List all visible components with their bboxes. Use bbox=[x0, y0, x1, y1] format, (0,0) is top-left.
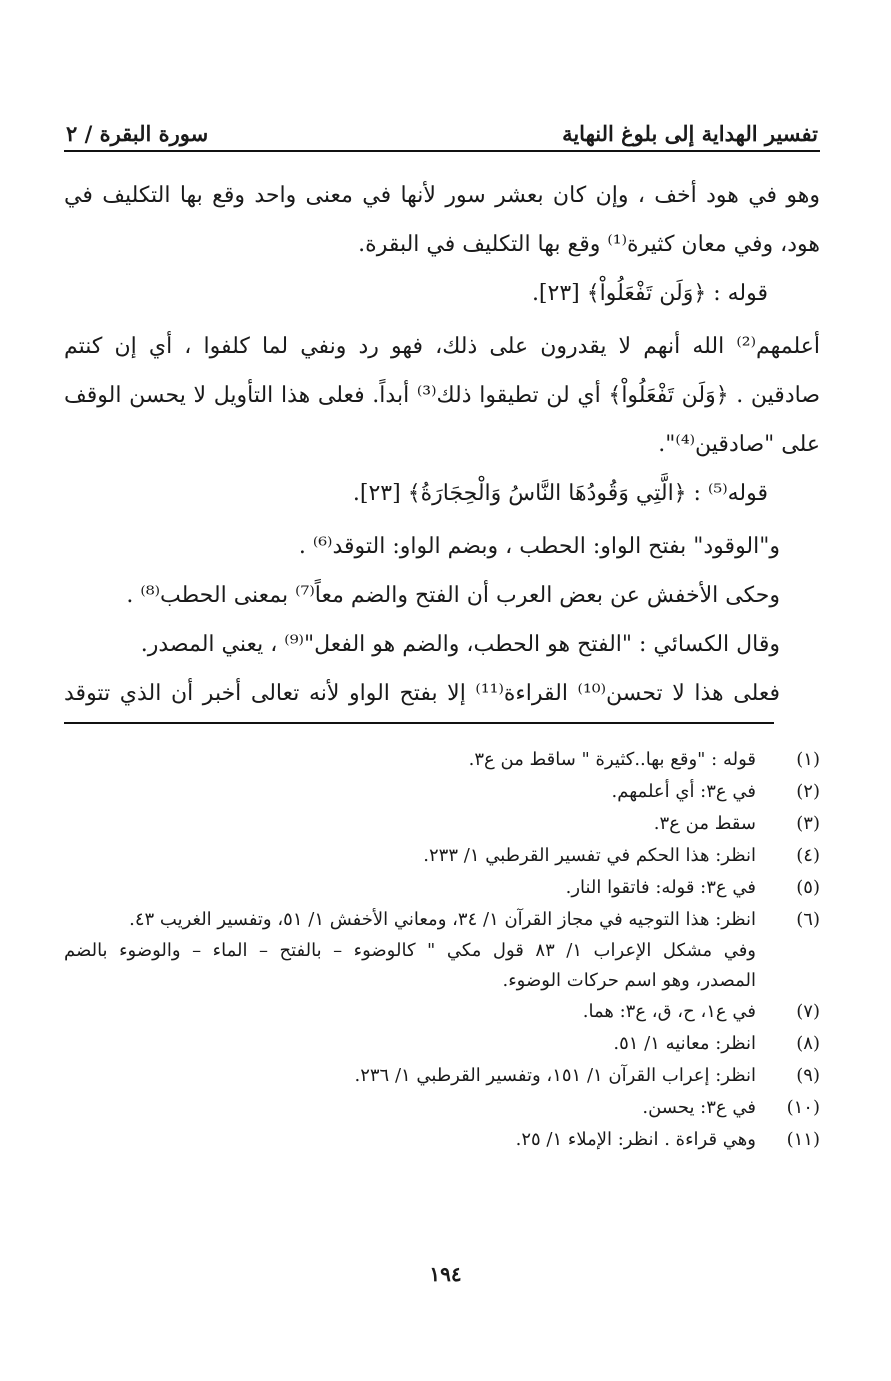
footnote-continuation: المصدر، وهو اسم حركات الوضوء. bbox=[502, 970, 756, 991]
footnote-number: (٨) bbox=[796, 1033, 820, 1054]
footnote-number: (٣) bbox=[796, 813, 820, 834]
footnote-divider bbox=[64, 722, 774, 724]
header-divider bbox=[64, 150, 820, 152]
text-line: و"الوقود" بفتح الواو: الحطب ، وبضم الواو: التوقد⁽⁶⁾ . bbox=[298, 534, 780, 559]
footnote-text: في ع١، ح، ق، ع٣: هما. bbox=[582, 1001, 756, 1022]
footnote bbox=[64, 996, 820, 1028]
main-text bbox=[64, 176, 820, 723]
page-number: ١٩٤ bbox=[429, 1262, 462, 1286]
footnote bbox=[64, 744, 820, 776]
footnote bbox=[64, 872, 820, 904]
footnote-text: سقط من ع٣. bbox=[653, 813, 756, 834]
footnote bbox=[64, 840, 820, 872]
surah-label: سورة البقرة / ٢ bbox=[66, 121, 209, 146]
footnote bbox=[64, 1124, 820, 1156]
footnote-number: (١) bbox=[796, 749, 820, 770]
footnote-text: في ع٣: يحسن. bbox=[642, 1097, 756, 1118]
footnote-number: (٦) bbox=[796, 909, 820, 930]
text-line: هود، وفي معان كثيرة⁽¹⁾ وقع بها التكليف في البقرة. bbox=[358, 232, 820, 257]
footnote bbox=[64, 1028, 820, 1060]
footnote-number: (٩) bbox=[796, 1065, 820, 1086]
footnote-continuation: وفي مشكل الإعراب ١/ ٨٣ قول مكي " كالوضوء – بالفتح – الماء – والوضوء بالضم bbox=[64, 940, 757, 961]
footnote-text: في ع٣: أي أعلمهم. bbox=[611, 781, 756, 802]
footnote-number: (٧) bbox=[796, 1001, 820, 1022]
footnote-text: وهي قراءة . انظر: الإملاء ١/ ٢٥. bbox=[515, 1129, 756, 1150]
verse-citation: قوله : ﴿وَلَن تَفْعَلُواْ﴾ [٢٣]. bbox=[531, 281, 768, 306]
running-header bbox=[66, 112, 818, 146]
footnote-number: (٢) bbox=[796, 781, 820, 802]
footnote-number: (١١) bbox=[786, 1129, 820, 1150]
text-line: أعلمهم⁽²⁾ الله أنهم لا يقدرون على ذلك، فهو رد ونفي لما كلفوا ، أي إن كنتم bbox=[64, 334, 820, 359]
footnote-text: انظر: هذا الحكم في تفسير القرطبي ١/ ٢٣٣. bbox=[423, 845, 756, 866]
verse-citation: قوله⁽⁵⁾ : ﴿الَّتِي وَقُودُهَا النَّاسُ وَالْحِجَارَةُ﴾ [٢٣]. bbox=[352, 481, 768, 506]
footnote-text: انظر: معانيه ١/ ٥١. bbox=[613, 1033, 756, 1054]
footnote bbox=[64, 808, 820, 840]
text-line: على "صادقين⁽⁴⁾". bbox=[658, 432, 820, 457]
footnote-text: في ع٣: قوله: فاتقوا النار. bbox=[565, 877, 756, 898]
footnotes bbox=[64, 744, 820, 1156]
book-title: تفسير الهداية إلى بلوغ النهاية bbox=[562, 121, 818, 146]
text-line: صادقين . ﴿وَلَن تَفْعَلُواْ﴾ أي لن تطيقوا ذلك⁽³⁾ أبداً. فعلى هذا التأويل لا يحسن الوقف bbox=[64, 383, 820, 408]
footnote-text: انظر: هذا التوجيه في مجاز القرآن ١/ ٣٤، ومعاني الأخفش ١/ ٥١، وتفسير الغريب ٤٣. bbox=[129, 909, 756, 930]
footnote bbox=[64, 904, 820, 936]
footnote bbox=[64, 1060, 820, 1092]
text-line: وهو في هود أخف ، وإن كان بعشر سور لأنها في معنى واحد وقع بها التكليف في bbox=[64, 183, 820, 208]
footnote bbox=[64, 776, 820, 808]
footnote-number: (٥) bbox=[796, 877, 820, 898]
footnote-text: قوله : "وقع بها..كثيرة " ساقط من ع٣. bbox=[468, 749, 756, 770]
footnote bbox=[64, 1092, 820, 1124]
text-line: فعلى هذا لا تحسن⁽¹⁰⁾ القراءة⁽¹¹⁾ إلا بفتح الواو لأنه تعالى أخبر أن الذي تتوقد bbox=[64, 681, 780, 706]
text-line: وحكى الأخفش عن بعض العرب أن الفتح والضم معاً⁽⁷⁾ بمعنى الحطب⁽⁸⁾ . bbox=[126, 583, 780, 608]
footnote-text: انظر: إعراب القرآن ١/ ١٥١، وتفسير القرطبي ١/ ٢٣٦. bbox=[354, 1065, 756, 1086]
footnote-number: (٤) bbox=[796, 845, 820, 866]
text-line: وقال الكسائي : "الفتح هو الحطب، والضم هو الفعل"⁽⁹⁾ ، يعني المصدر. bbox=[140, 632, 780, 657]
footnote-number: (١٠) bbox=[786, 1097, 820, 1118]
